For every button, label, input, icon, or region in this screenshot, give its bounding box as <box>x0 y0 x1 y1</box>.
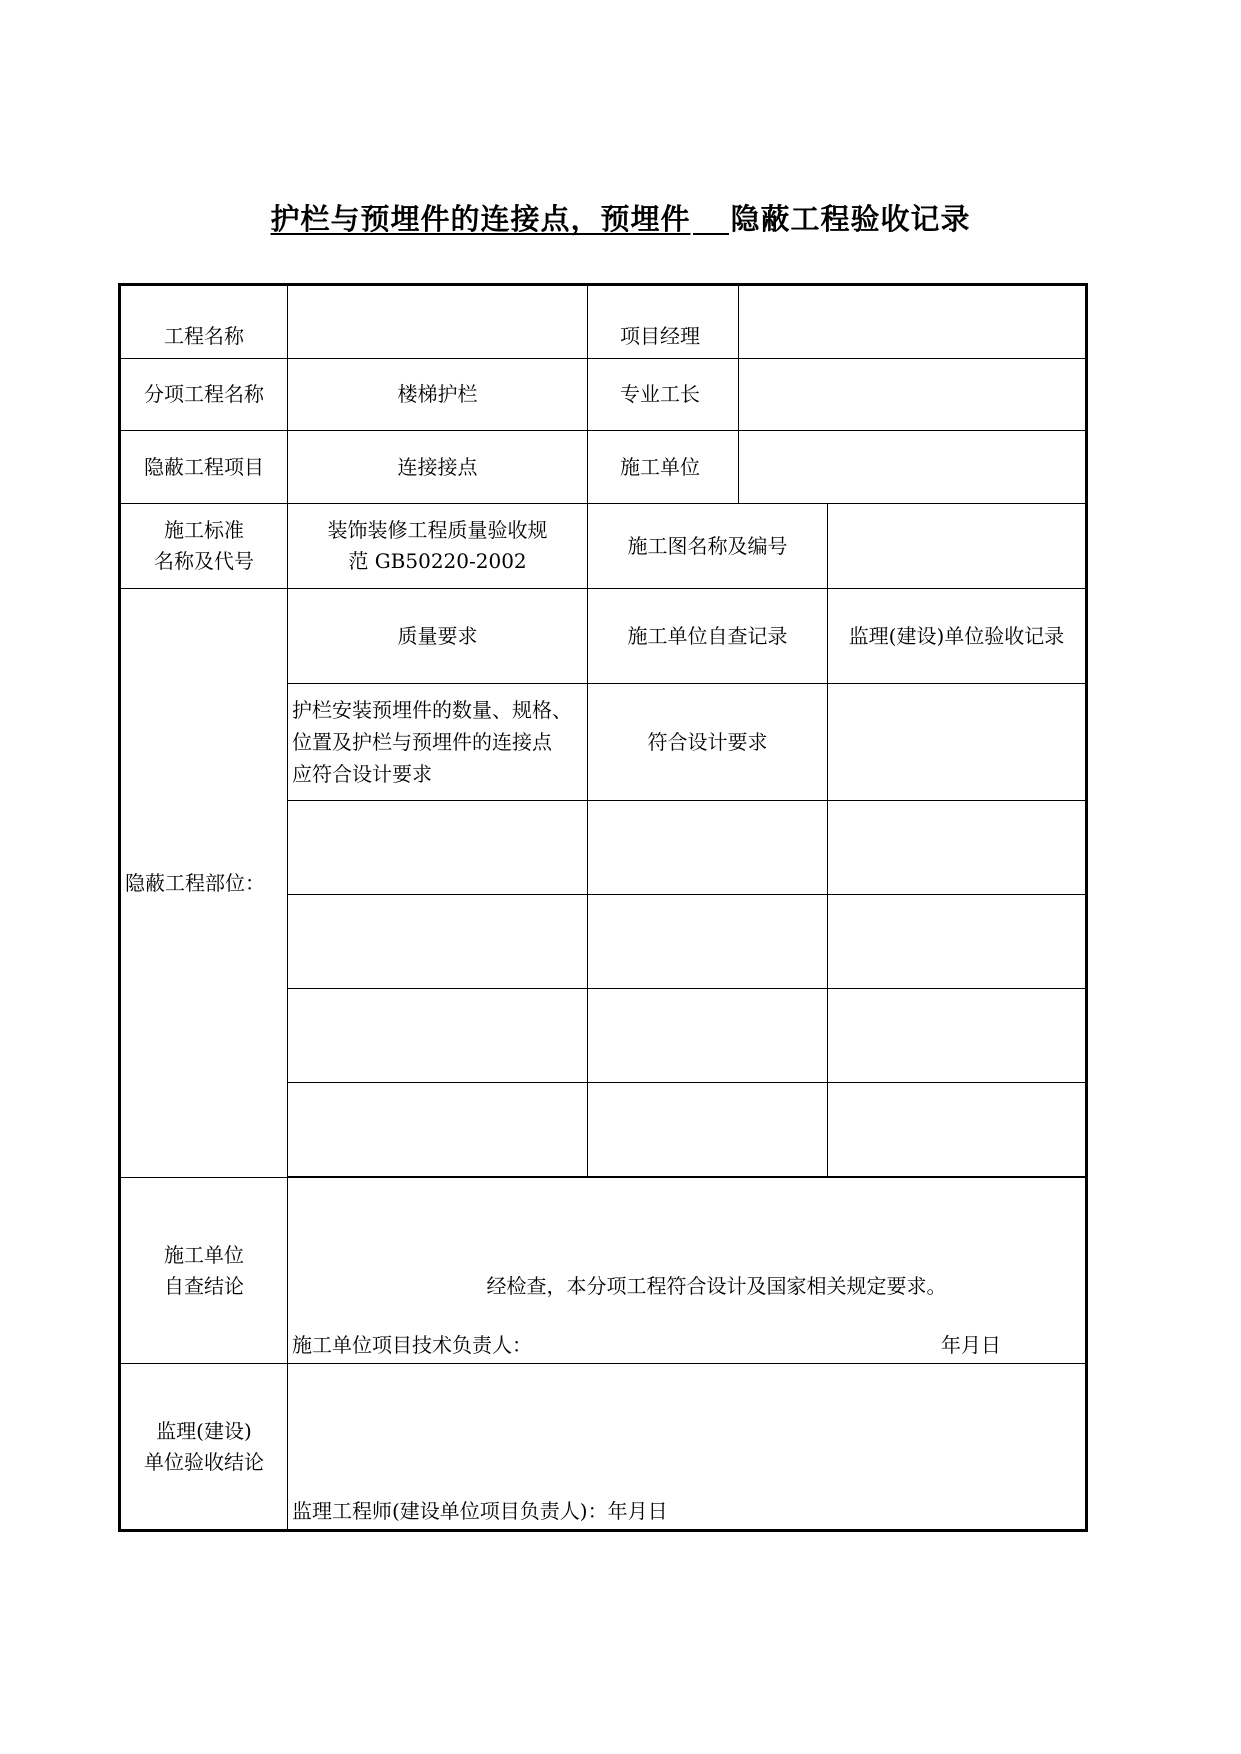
self-check-cell[interactable] <box>588 989 828 1083</box>
requirement-line: 应符合设计要求 <box>292 762 432 786</box>
standard-value-line2: 范 GB50220-2002 <box>348 549 527 573</box>
standard-label <box>120 504 288 589</box>
construction-unit-value[interactable] <box>739 431 1087 504</box>
row-self-check-conclusion <box>120 1178 1087 1364</box>
requirement-line: 位置及护栏与预埋件的连接点 <box>292 730 552 754</box>
self-check-cell[interactable] <box>588 895 828 989</box>
construction-unit-label: 施工单位 <box>588 431 739 504</box>
hidden-item-value[interactable]: 连接接点 <box>288 431 588 504</box>
sub-project-value[interactable]: 楼梯护栏 <box>288 359 588 431</box>
self-check-signature-line <box>292 1330 1081 1361</box>
self-check-label-line2: 自查结论 <box>164 1273 244 1298</box>
supervision-cell[interactable] <box>828 895 1087 989</box>
self-check-label-line1: 施工单位 <box>164 1242 244 1267</box>
supervision-conclusion-cell[interactable] <box>288 1364 1087 1531</box>
title-prefix: 护栏与预埋件的连接点，预埋件 <box>270 202 691 236</box>
row-hidden-item <box>120 431 1087 504</box>
self-check-signer: 施工单位项目技术负责人： <box>292 1333 532 1357</box>
self-check-cell[interactable] <box>588 801 828 895</box>
project-manager-value[interactable] <box>739 285 1087 359</box>
requirement-cell[interactable] <box>288 801 588 895</box>
foreman-label: 专业工长 <box>588 359 739 431</box>
supervision-label-line1: 监理(建设) <box>156 1418 252 1443</box>
self-check-cell[interactable] <box>588 1083 828 1177</box>
standard-label-line1: 施工标准 <box>164 518 244 542</box>
header-self-check: 施工单位自查记录 <box>588 589 828 684</box>
project-name-value[interactable] <box>288 285 588 359</box>
requirement-cell <box>288 684 588 801</box>
hidden-item-label: 隐蔽工程项目 <box>120 431 288 504</box>
self-check-conclusion-label <box>120 1178 288 1364</box>
row-supervision-conclusion <box>120 1364 1087 1531</box>
acceptance-record-table <box>118 283 1088 1532</box>
project-name-label: 工程名称 <box>120 285 288 359</box>
supervision-cell[interactable] <box>828 989 1087 1083</box>
requirement-line: 护栏安装预埋件的数量、规格、 <box>292 698 572 722</box>
requirement-cell[interactable] <box>288 989 588 1083</box>
hidden-location-label: 隐蔽工程部位： <box>120 589 288 1178</box>
document-title <box>0 197 1241 238</box>
title-suffix: 隐蔽工程验收记录 <box>730 202 971 236</box>
header-supervision: 监理(建设)单位验收记录 <box>828 589 1087 684</box>
supervision-conclusion-label <box>120 1364 288 1531</box>
title-blank <box>693 231 729 235</box>
supervision-label-line2: 单位验收结论 <box>144 1449 264 1474</box>
row-inspection-header <box>120 589 1087 684</box>
project-manager-label: 项目经理 <box>588 285 739 359</box>
self-check-conclusion-cell[interactable] <box>288 1178 1087 1364</box>
standard-label-line2: 名称及代号 <box>154 549 254 573</box>
supervision-cell[interactable] <box>828 801 1087 895</box>
sub-project-label: 分项工程名称 <box>120 359 288 431</box>
supervision-cell[interactable] <box>828 1083 1087 1177</box>
drawing-label: 施工图名称及编号 <box>588 504 828 589</box>
standard-value-line1: 装饰装修工程质量验收规 <box>327 518 548 542</box>
row-project-name <box>120 285 1087 359</box>
supervision-signer: 监理工程师(建设单位项目负责人)：年月日 <box>292 1499 668 1523</box>
requirement-cell[interactable] <box>288 1083 588 1177</box>
drawing-value[interactable] <box>828 504 1087 589</box>
header-quality-requirement: 质量要求 <box>288 589 588 684</box>
supervision-cell[interactable] <box>828 684 1087 801</box>
self-check-date: 年月日 <box>941 1333 1001 1357</box>
self-check-conclusion-text: 经检查，本分项工程符合设计及国家相关规定要求。 <box>486 1274 947 1298</box>
requirement-cell[interactable] <box>288 895 588 989</box>
row-sub-project <box>120 359 1087 431</box>
standard-value[interactable] <box>288 504 588 589</box>
row-standard <box>120 504 1087 589</box>
foreman-value[interactable] <box>739 359 1087 431</box>
self-check-cell[interactable]: 符合设计要求 <box>588 684 828 801</box>
